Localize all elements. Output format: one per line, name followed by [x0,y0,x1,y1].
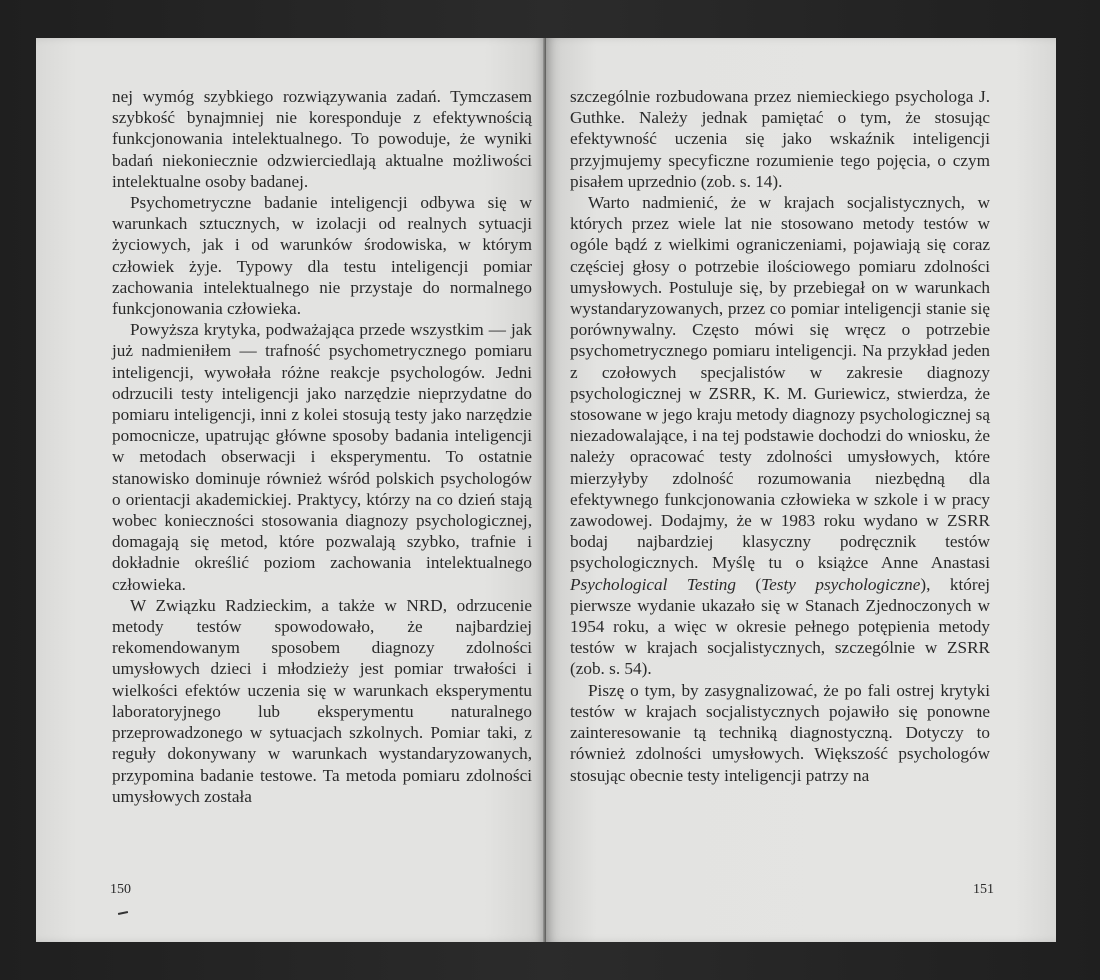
book-title-translation-italic: Testy psychologiczne [761,574,921,594]
right-page [546,38,1056,942]
page-number: 150 [110,882,131,897]
paragraph: nej wymóg szybkiego rozwiązywania zadań. Tymczasem szybkość bynajmniej nie koresponduje z efektywnością funkcjonowania intelektualnego. To powoduje, że wyniki badań niekoniecznie odzwierciedlają aktualne możliwości intelektualne osoby badanej. [112,87,532,191]
paragraph-text: ), której pierwsze wydanie ukazało się w Stanach Zjednoczonych w 1954 roku, a więc w okresie pełnego potępienia metody testów w krajach socjalistycznych, szczególnie w ZSRR (zob. s. 54). [570,574,990,679]
left-page-text [112,86,532,807]
paragraph: W Związku Radzieckim, a także w NRD, odrzucenie metody testów spowodowało, że najbardziej rekomendowanym sposobem diagnozy zdolności umysłowych dzieci i młodzieży jest pomiar trwałości i wielkości efektów uczenia się w warunkach eksperymentu laboratoryjnego lub eksperymentu naturalnego przeprowadzonego w sytuacjach szkolnych. Pomiar taki, z reguły dokonywany w warunkach wystandaryzowanych, przypomina badanie testowe. Ta metoda pomiaru zdolności umysłowych została [112,595,532,806]
left-page [36,38,546,942]
paragraph-text: ( [735,574,762,594]
page-number: 151 [973,882,994,897]
paragraph-text: Warto nadmienić, że w krajach socjalistycznych, w których przez wiele lat nie stosowano metody testów w ogóle bądź z wielkimi ograniczeniami, pojawiają się coraz częściej głosy o potrzebie ilościowego pomiaru zdolności umysłowych. Postuluje się, by przebiegał on w warunkach wystandaryzowanych, przez co pomiar inteligencji stanie się porównywalny. Często mówi się wręcz o potrzebie psychometrycznego pomiaru inteligencji. Na przykład jeden z czołowych specjalistów w zakresie diagnozy psychologicznej w ZSRR, K. M. Guriewicz, stwierdza, że stosowane w jego kraju metody diagnozy psychologicznej są niezadowalające, i na tej podstawie dochodzi do wniosku, że należy opracować testy zdolności umysłowych, które mierzyłyby zdolność rozumowania niezbędną dla efektywnego funkcjonowania człowieka w szkole i w pracy zawodowej. Dodajmy, że w 1983 roku wydano w ZSRR bodaj najbardziej klasyczny podręcznik testów psychologicznych. Myślę tu o książce Anne Anastasi [570,193,990,573]
right-page-text [570,86,990,786]
book-title-italic: Psychological Testing [570,574,736,594]
paragraph: Psychometryczne badanie inteligencji odbywa się w warunkach sztucznych, w izolacji od realnych sytuacji życiowych, jak i od warunków środowiska, w którym człowiek żyje. Typowy dla testu inteligencji pomiar zachowania intelektualnego nie przystaje do normalnego funkcjonowania człowieka. [112,193,532,319]
paragraph: Powyższa krytyka, podważająca przede wszystkim — jak już nadmieniłem — trafność psychometrycznego pomiaru inteligencji, wywołała różne reakcje psychologów. Jedni odrzucili testy inteligencji jako narzędzie nieprzydatne do pomiaru inteligencji, inni z kolei stosują testy jako narzędzie pomocnicze, upatrując główne sposoby badania inteligencji w metodach obserwacji i eksperymentu. To ostatnie stanowisko dominuje również wśród polskich psychologów o orientacji akademickiej. Praktycy, którzy na co dzień stają wobec konieczności stosowania diagnozy psychologicznej, domagają się metod, które pozwalają szybko, trafnie i dokładnie określić poziom zachowania intelektualnego człowieka. [112,320,532,594]
paragraph [570,192,990,680]
paragraph: Piszę o tym, by zasygnalizować, że po fali ostrej krytyki testów w krajach socjalistycznych pojawiło się ponowne zainteresowanie tą techniką diagnostyczną. Dotyczy to również zdolności umysłowych. Większość psychologów stosując obecnie testy inteligencji patrzy na [570,680,990,785]
paragraph: szczególnie rozbudowana przez niemieckiego psychologa J. Guthke. Należy jednak pamiętać o tym, że stosując efektywność uczenia się jako wskaźnik inteligencji przyjmujemy specyficzne rozumienie tego pojęcia, o czym pisałem uprzednio (zob. s. 14). [570,87,990,191]
